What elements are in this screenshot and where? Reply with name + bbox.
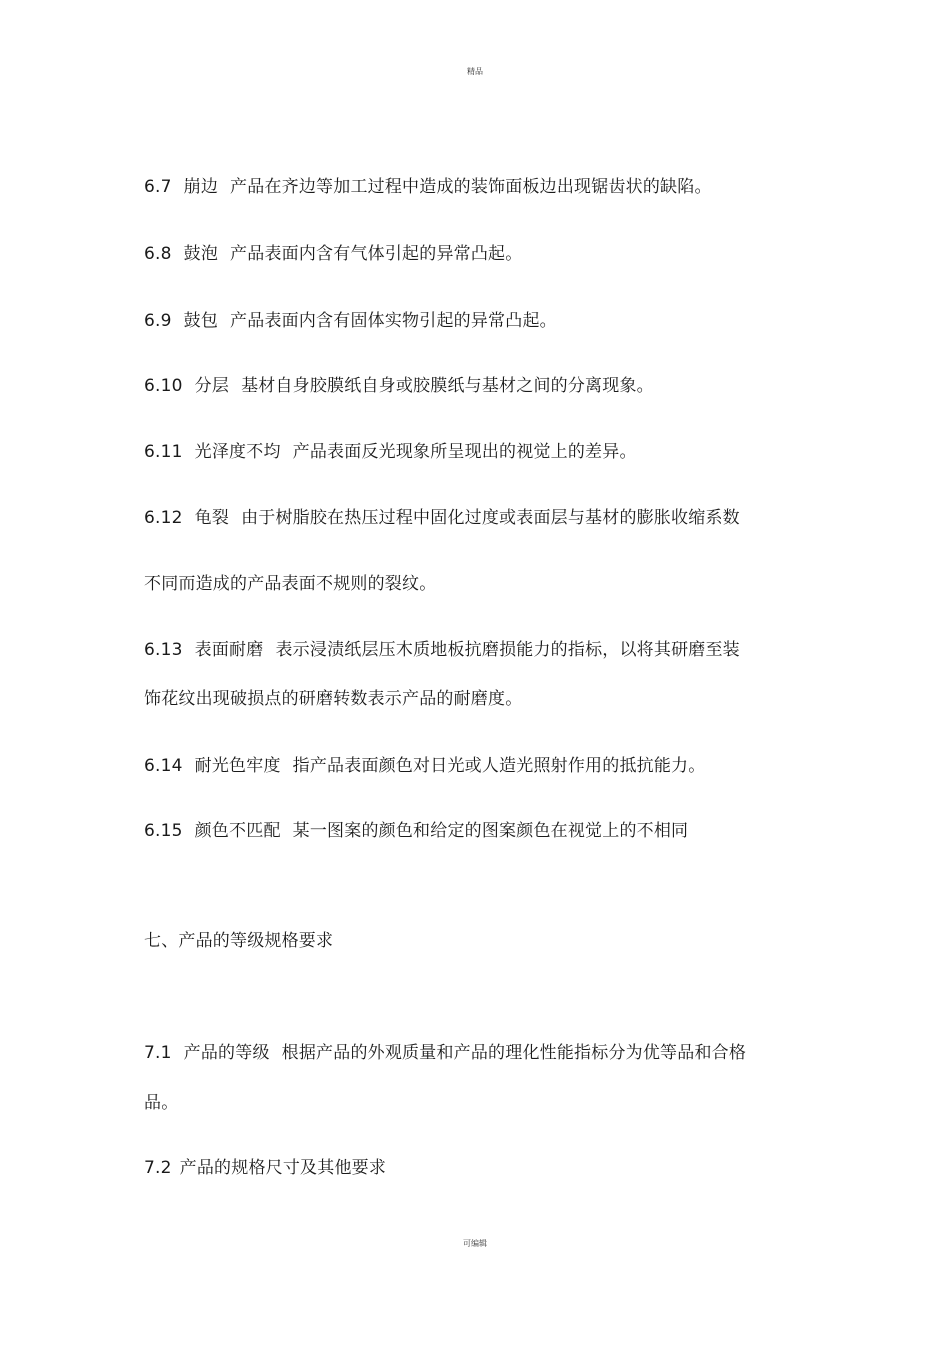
item-6-9 — [144, 310, 557, 332]
item-number: 7.2 — [144, 1158, 172, 1178]
item-number: 6.14 — [144, 756, 183, 776]
item-6-8 — [144, 243, 522, 265]
item-6-14 — [144, 755, 705, 777]
item-number: 6.8 — [144, 244, 172, 264]
item-number: 7.1 — [144, 1043, 172, 1063]
item-6-7 — [144, 176, 712, 198]
item-6-15 — [144, 820, 688, 842]
item-description: 基材自身胶膜纸自身或胶膜纸与基材之间的分离现象。 — [241, 376, 654, 396]
section-7-heading: 七、产品的等级规格要求 — [144, 931, 334, 951]
item-6-12 — [144, 507, 740, 529]
item-description: 产品的规格尺寸及其他要求 — [179, 1158, 387, 1178]
item-number: 6.9 — [144, 311, 172, 331]
item-description: 某一图案的颜色和给定的图案颜色在视觉上的不相同 — [292, 821, 689, 841]
page-header: 精品 — [467, 67, 483, 76]
item-description: 表示浸渍纸层压木质地板抗磨损能力的指标，以将其研磨至装 — [275, 640, 740, 660]
item-term: 光泽度不均 — [194, 442, 281, 462]
item-description: 产品在齐边等加工过程中造成的装饰面板边出现锯齿状的缺陷。 — [230, 177, 712, 197]
item-description: 产品表面内含有固体实物引起的异常凸起。 — [230, 311, 557, 331]
item-description: 指产品表面颜色对日光或人造光照射作用的抵抗能力。 — [292, 756, 706, 776]
item-6-10 — [144, 375, 654, 397]
item-7-2 — [144, 1157, 386, 1179]
item-number: 6.11 — [144, 442, 183, 462]
item-6-13 — [144, 639, 740, 661]
item-term: 鼓泡 — [183, 244, 219, 264]
page-footer: 可编辑 — [463, 1239, 487, 1248]
item-term: 表面耐磨 — [194, 640, 264, 660]
item-number: 6.15 — [144, 821, 183, 841]
item-number: 6.7 — [144, 177, 172, 197]
item-description: 根据产品的外观质量和产品的理化性能指标分为优等品和合格 — [281, 1043, 747, 1063]
item-6-13-continuation: 饰花纹出现破损点的研磨转数表示产品的耐磨度。 — [144, 689, 523, 709]
item-term: 鼓包 — [183, 311, 219, 331]
item-7-1-continuation: 品。 — [144, 1093, 179, 1113]
item-number: 6.12 — [144, 508, 183, 528]
item-description: 由于树脂胶在热压过程中固化过度或表面层与基材的膨胀收缩系数 — [241, 508, 740, 528]
item-term: 分层 — [194, 376, 230, 396]
item-7-1 — [144, 1042, 746, 1064]
item-term: 龟裂 — [194, 508, 230, 528]
item-term: 崩边 — [183, 177, 219, 197]
item-6-12-continuation: 不同而造成的产品表面不规则的裂纹。 — [144, 574, 437, 594]
item-term: 耐光色牢度 — [194, 756, 281, 776]
item-description: 产品表面内含有气体引起的异常凸起。 — [230, 244, 523, 264]
item-number: 6.13 — [144, 640, 183, 660]
item-number: 6.10 — [144, 376, 183, 396]
item-term: 颜色不匹配 — [194, 821, 281, 841]
item-term: 产品的等级 — [183, 1043, 270, 1063]
item-6-11 — [144, 441, 637, 463]
item-description: 产品表面反光现象所呈现出的视觉上的差异。 — [292, 442, 637, 462]
